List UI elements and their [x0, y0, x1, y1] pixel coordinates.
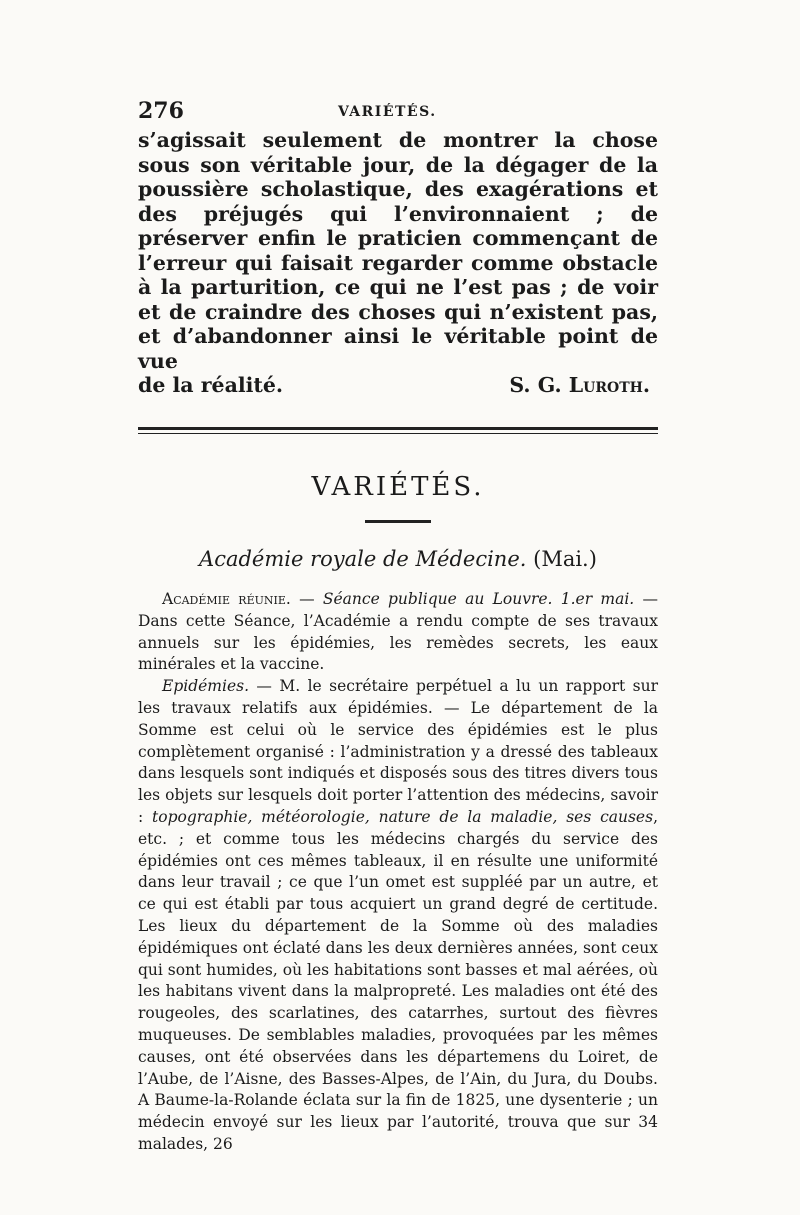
paragraph-text-continued: , etc. ; et comme tous les médecins chargés du service des épidémies ont ces mêmes tableaux, il en résulte une uniformité dans leur travail ; ce que l’un omet est suppléé par un autre, et ce qui est établi par tous acquiert un grand degré de certitude. Les lieux du département de la Somme où des maladies épidémiques ont éclaté dans les deux dernières années, sont ceux qui sont humides, où les habitations sont basses et mal aérées, où les habitans vivent dans la malpropreté. Les maladies ont été des rougeoles, des scarlatines, des catarrhes, surtout des fièvres muqueuses. De semblables maladies, provoquées par les mêmes causes, ont été observées dans les départemens du Loiret, de l’Aube, de l’Aisne, des Basses-Alpes, de l’Ain, du Jura, du Doubs. A Baume-la-Rolande éclata sur la fin de 1825, une dysenterie ; un médecin envoyé sur les lieux par l’autorité, trouva que sur 34 malades, 26	[138, 807, 658, 1153]
paragraph-academie-reunie	[138, 589, 658, 676]
section-title: VARIÉTÉS.	[311, 472, 485, 502]
author-signature: S. G. Luroth.	[509, 373, 650, 397]
subsection-date: (Mai.)	[533, 547, 597, 571]
double-rule-divider	[138, 427, 658, 434]
subsection-name: Académie royale de Médecine.	[199, 547, 527, 571]
paragraph-epidemies	[138, 676, 658, 1156]
topics-list: topographie, météorologie, nature de la maladie, ses causes	[152, 807, 654, 826]
paragraph-label: Académie réunie.	[162, 590, 291, 608]
running-head: VARIÉTÉS.	[338, 104, 437, 120]
label-dash: —	[290, 590, 323, 608]
signature-line	[138, 373, 658, 399]
paragraph-text: — M. le secrétaire perpétuel a lu un rapport sur les travaux relatifs aux épidémies. — Le département de la Somme est celui où le service des épidémies est le plus complètement organisé : l’administration y a dressé des tableaux dans lesquels sont indiqués et disposés sous des titres divers tous les objets sur lesquels doit porter l’attention des médecins, savoir :	[138, 677, 658, 826]
page-header	[138, 98, 658, 128]
text-block	[138, 98, 658, 1156]
paragraph-text: — Dans cette Séance, l’Académie a rendu compte de ses travaux annuels sur les épidémies, les remèdes secrets, les eaux minérales et la vaccine.	[138, 590, 658, 674]
session-info: Séance publique au Louvre. 1.er mai.	[322, 590, 635, 608]
lead-paragraph: s’agissait seulement de montrer la chose sous son véritable jour, de la dégager de la poussière scholastique, des exagérations et des préjugés qui l’environnaient ; de préserver enfin le praticien commençant de l’erreur qui faisait regarder comme obstacle à la parturition, ce qui ne l’est pas ; de voir et de craindre des choses qui n’existent pas, et d’abandonner ainsi le véritable point de vue	[138, 128, 658, 373]
paragraph-label: Epidémies.	[162, 677, 249, 696]
short-rule-divider	[365, 520, 431, 523]
page-number: 276	[138, 98, 184, 124]
closing-words: de la réalité.	[138, 373, 284, 397]
subsection-title	[138, 547, 658, 571]
